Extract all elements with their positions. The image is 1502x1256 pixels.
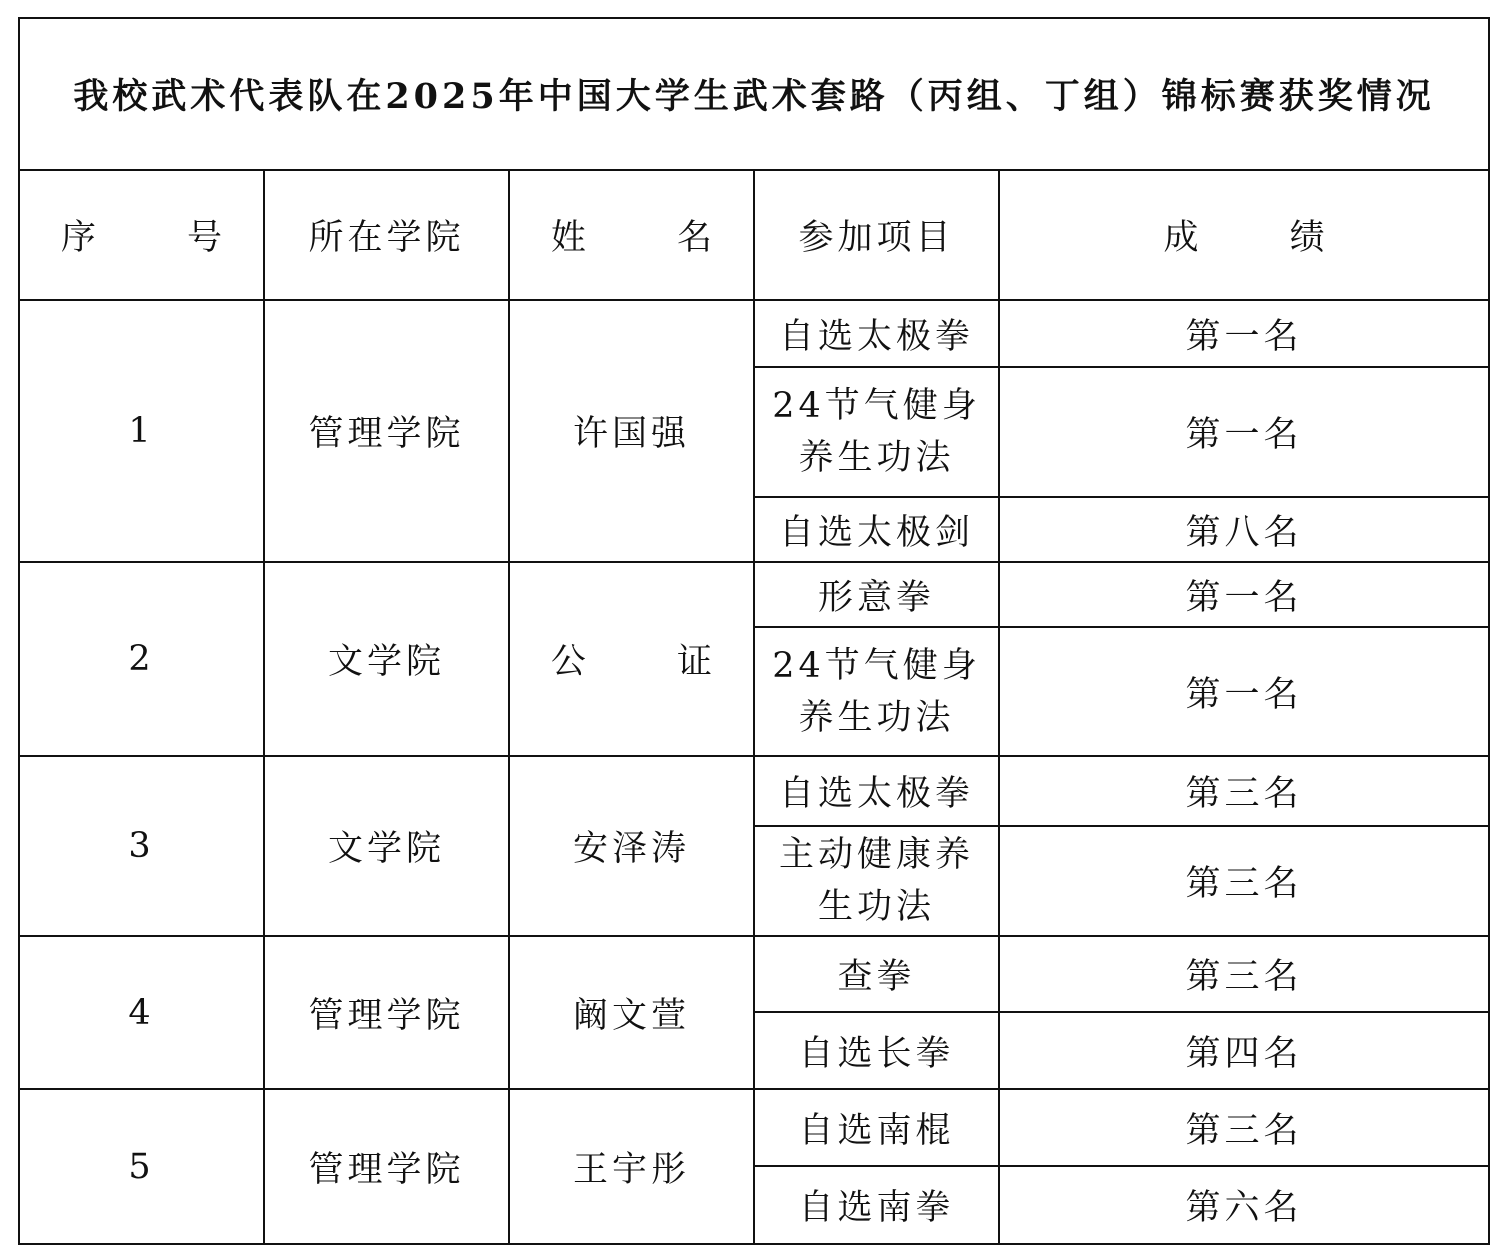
event-cell: 24节气健身养生功法 [754,367,999,497]
header-seq: 序 号 [19,170,264,300]
result-cell: 第三名 [999,756,1489,826]
result-cell: 第三名 [999,1089,1489,1166]
event-cell: 自选南拳 [754,1166,999,1244]
name-cell: 公 证 [509,562,754,756]
college-cell: 管理学院 [264,1089,509,1244]
table-row [19,300,1489,367]
name-cell: 王宇彤 [509,1089,754,1244]
header-result: 成 绩 [999,170,1489,300]
seq-cell: 5 [19,1089,264,1244]
result-cell: 第一名 [999,367,1489,497]
seq-cell: 4 [19,936,264,1089]
header-event: 参加项目 [754,170,999,300]
college-cell: 管理学院 [264,936,509,1089]
name-cell: 安泽涛 [509,756,754,936]
seq-cell: 1 [19,300,264,562]
event-cell: 自选南棍 [754,1089,999,1166]
event-cell: 24节气健身养生功法 [754,627,999,756]
result-cell: 第八名 [999,497,1489,562]
result-cell: 第三名 [999,826,1489,936]
header-college: 所在学院 [264,170,509,300]
event-cell: 形意拳 [754,562,999,627]
awards-table [18,17,1490,1245]
event-cell: 查拳 [754,936,999,1012]
name-cell: 许国强 [509,300,754,562]
college-cell: 文学院 [264,756,509,936]
seq-cell: 2 [19,562,264,756]
table-row [19,562,1489,627]
header-name: 姓 名 [509,170,754,300]
event-cell: 自选太极剑 [754,497,999,562]
header-row [19,170,1489,300]
table-title: 我校武术代表队在2025年中国大学生武术套路（丙组、丁组）锦标赛获奖情况 [19,18,1489,170]
event-cell: 自选太极拳 [754,300,999,367]
result-cell: 第一名 [999,300,1489,367]
result-cell: 第一名 [999,562,1489,627]
college-cell: 文学院 [264,562,509,756]
table-row [19,936,1489,1012]
college-cell: 管理学院 [264,300,509,562]
event-cell: 自选长拳 [754,1012,999,1089]
result-cell: 第四名 [999,1012,1489,1089]
table-row [19,1089,1489,1166]
event-cell: 主动健康养生功法 [754,826,999,936]
table-row [19,756,1489,826]
title-row [19,18,1489,170]
seq-cell: 3 [19,756,264,936]
result-cell: 第六名 [999,1166,1489,1244]
result-cell: 第三名 [999,936,1489,1012]
result-cell: 第一名 [999,627,1489,756]
name-cell: 阚文萱 [509,936,754,1089]
event-cell: 自选太极拳 [754,756,999,826]
